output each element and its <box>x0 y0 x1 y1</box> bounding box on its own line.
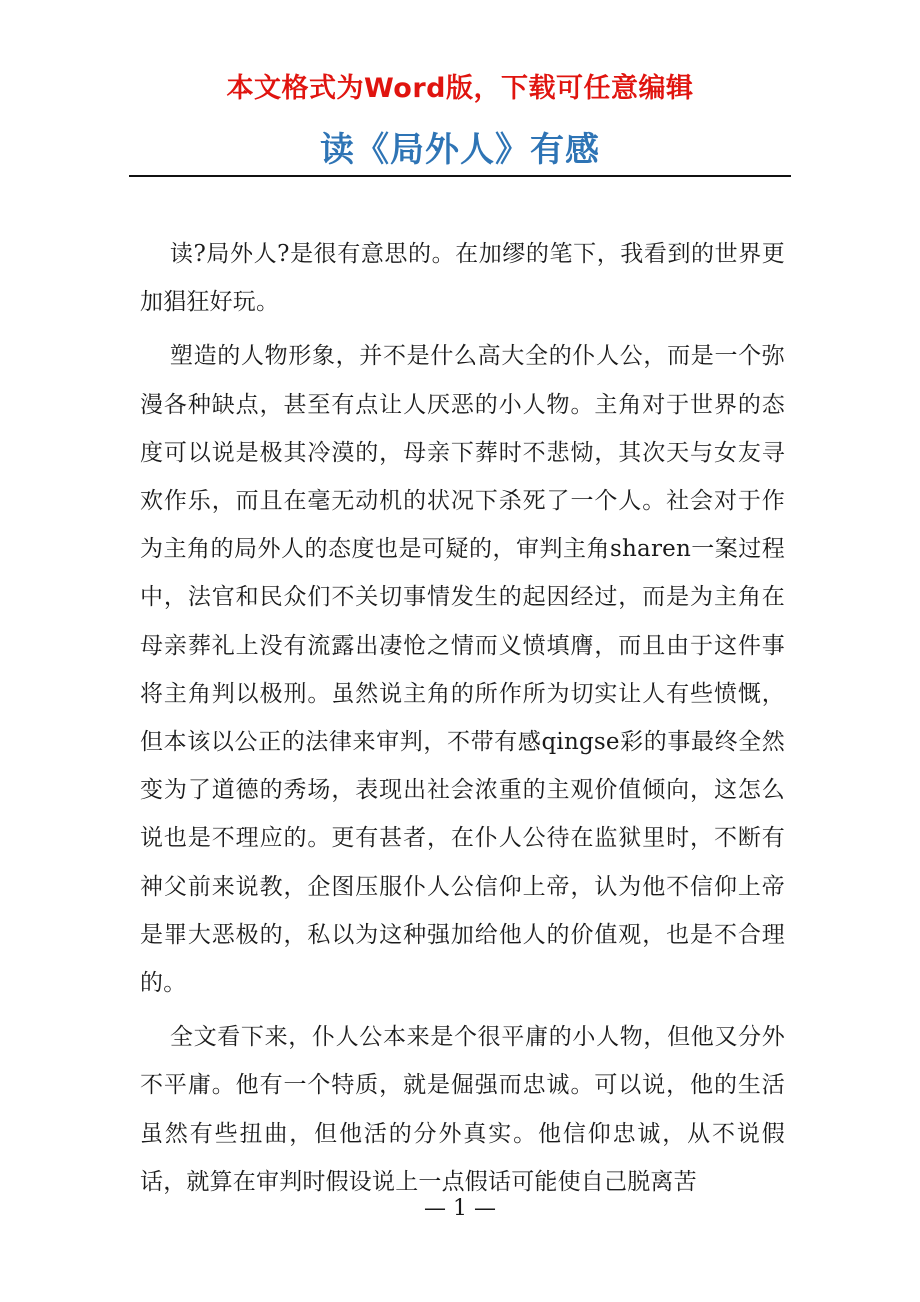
document-title: 读《局外人》有感 <box>320 130 600 170</box>
download-notice: 本文格式为Word版，下载可任意编辑 <box>226 73 694 104</box>
paragraph-2: 塑造的人物形象，并不是什么高大全的仆人公，而是一个弥漫各种缺点，甚至有点让人厌恶的小人物。主角对于世界的态度可以说是极其冷漠的，母亲下葬时不悲恸，其次天与女友寻欢作乐，而且在毫无动机的状况下杀死了一个人。社会对于作为主角的局外人的态度也是可疑的，审判主角sharen一案过程中，法官和民众们不关切事情发生的起因经过，而是为主角在母亲葬礼上没有流露出凄怆之情而义愤填膺，而且由于这件事将主角判以极刑。虽然说主角的所作所为切实让人有些愤慨，但本该以公正的法律来审判，不带有感qingse彩的事最终全然变为了道德的秀场，表现出社会浓重的主观价值倾向，这怎么说也是不理应的。更有甚者，在仆人公待在监狱里时，不断有神父前来说教，企图压服仆人公信仰上帝，认为他不信仰上帝是罪大恶极的，私以为这种强加给他人的价值观，也是不合理的。 <box>140 343 785 997</box>
paragraph-3: 全文看下来，仆人公本来是个很平庸的小人物，但他又分外不平庸。他有一个特质，就是倔强而忠诚。可以说，他的生活虽然有些扭曲，但他活的分外真实。他信仰忠诚，从不说假话，就算在审判时假设说上一点假话可能使自己脱离苦 <box>140 1024 785 1195</box>
paragraph-1: 读?局外人?是很有意思的。在加缪的笔下，我看到的世界更加猖狂好玩。 <box>140 241 785 316</box>
document-body <box>140 230 785 1212</box>
title-divider <box>129 175 791 177</box>
page-number: — 1 — <box>424 1196 496 1221</box>
